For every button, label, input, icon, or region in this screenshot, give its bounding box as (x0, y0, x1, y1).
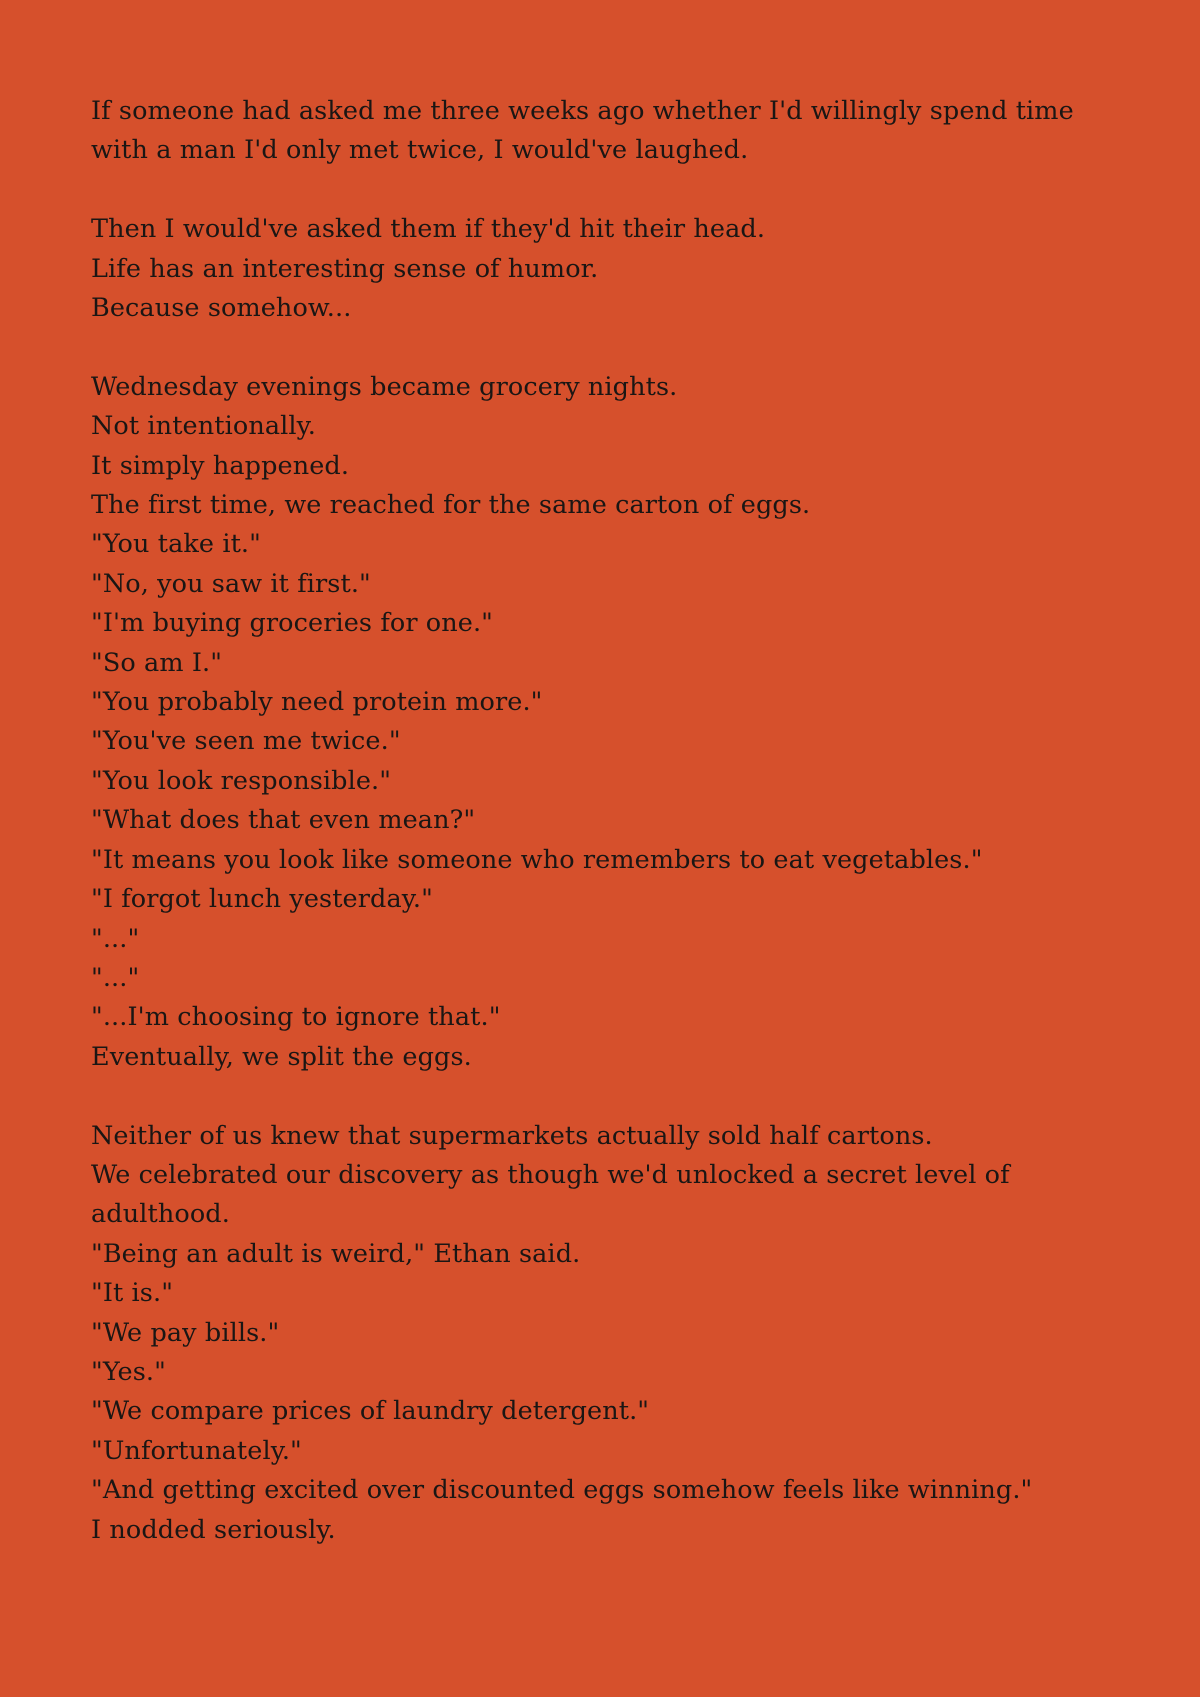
text-line: Neither of us knew that supermarkets actually sold half cartons. (91, 1120, 933, 1151)
text-line: Wednesday evenings became grocery nights. (91, 371, 678, 402)
dialogue-line: "No, you saw it first." (91, 568, 371, 599)
text-line: Because somehow... (91, 293, 352, 324)
text-line: Then I would've asked them if they'd hit their head. (91, 214, 766, 245)
text-line: The first time, we reached for the same carton of eggs. (91, 490, 811, 521)
dialogue-line: "Unfortunately." (91, 1435, 302, 1466)
dialogue-line: "You probably need protein more." (91, 687, 543, 718)
dialogue-line: "We pay bills." (91, 1317, 280, 1348)
dialogue-line: "You look responsible." (91, 765, 392, 796)
paragraph-gap (91, 328, 1121, 367)
text-line: with a man I'd only met twice, I would've laughed. (91, 135, 749, 166)
text-line: Life has an interesting sense of humor. (91, 253, 599, 284)
dialogue-line: "What does that even mean?" (91, 805, 476, 836)
dialogue-line: "..." (91, 923, 140, 954)
text-line: Not intentionally. (91, 411, 316, 442)
document-page (91, 92, 1121, 1550)
dialogue-line: "We compare prices of laundry detergent." (91, 1396, 650, 1427)
text-line: It simply happened. (91, 450, 350, 481)
text-line: I nodded seriously. (91, 1514, 336, 1545)
dialogue-line: "It means you look like someone who remembers to eat vegetables." (91, 844, 983, 875)
dialogue-line: "You've seen me twice." (91, 726, 401, 757)
text-body (91, 92, 1121, 1550)
dialogue-line: "And getting excited over discounted eggs somehow feels like winning." (91, 1475, 1033, 1506)
text-line: Eventually, we split the eggs. (91, 1041, 472, 1072)
text-line: adulthood. (91, 1199, 230, 1230)
text-line: We celebrated our discovery as though we'd unlocked a secret level of (91, 1159, 1010, 1190)
paragraph-gap (91, 1077, 1121, 1116)
dialogue-line: "..." (91, 962, 140, 993)
dialogue-line: "Yes." (91, 1356, 166, 1387)
dialogue-line: "It is." (91, 1278, 174, 1309)
dialogue-line: "So am I." (91, 647, 223, 678)
dialogue-line: "Being an adult is weird," Ethan said. (91, 1238, 581, 1269)
paragraph-gap (91, 171, 1121, 210)
dialogue-line: "I forgot lunch yesterday." (91, 884, 433, 915)
text-line: If someone had asked me three weeks ago whether I'd willingly spend time (91, 96, 1074, 126)
dialogue-line: "...I'm choosing to ignore that." (91, 1002, 501, 1033)
dialogue-line: "You take it." (91, 529, 261, 560)
dialogue-line: "I'm buying groceries for one." (91, 608, 494, 639)
